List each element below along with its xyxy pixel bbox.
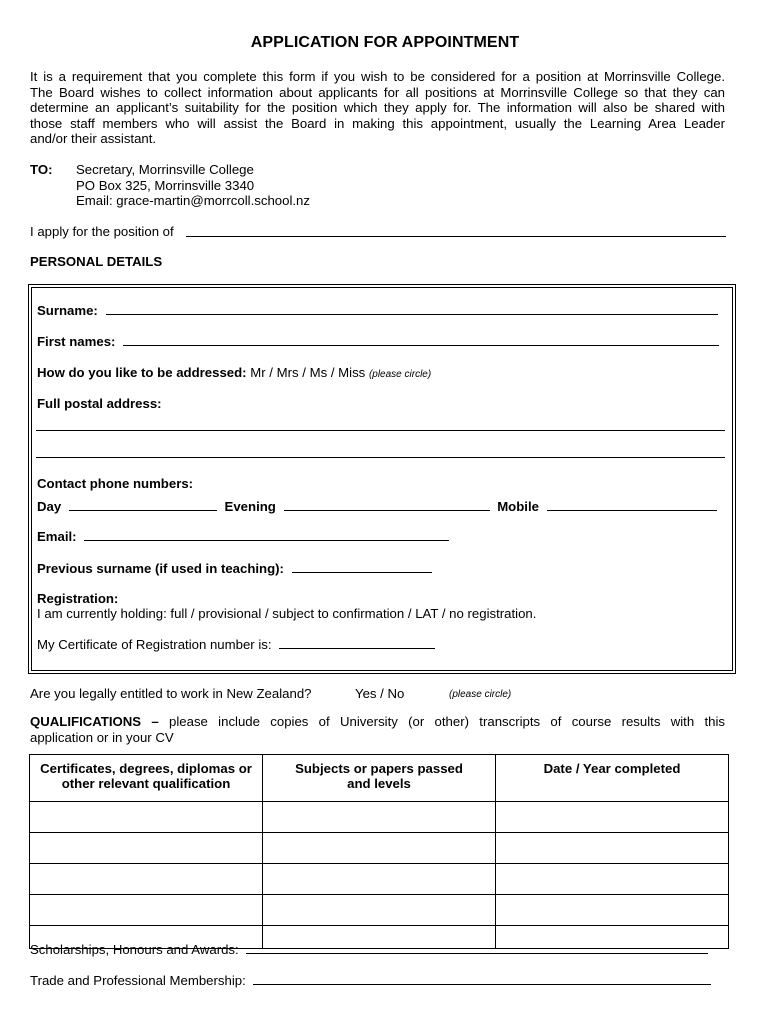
table-cell[interactable] [263, 895, 496, 926]
work-entitlement-options[interactable]: Yes / No [355, 686, 405, 701]
table-cell[interactable] [496, 895, 729, 926]
table-cell[interactable] [496, 864, 729, 895]
position-field[interactable] [186, 236, 726, 237]
email-label: Email: [37, 529, 77, 544]
table-cell[interactable] [263, 864, 496, 895]
surname-field[interactable] [106, 303, 718, 315]
first-names-field[interactable] [123, 334, 719, 346]
work-entitlement-question: Are you legally entitled to work in New Zealand? [30, 686, 312, 701]
page-title: APPLICATION FOR APPOINTMENT [250, 34, 520, 51]
intro-line: It is a requirement that you complete this form if you wish to be considered for a position at Morrinsville College. [30, 69, 725, 84]
table-header-row [30, 755, 729, 802]
table-cell[interactable] [496, 833, 729, 864]
table-cell[interactable] [30, 802, 263, 833]
evening-phone-field[interactable] [284, 499, 490, 511]
registration-label: Registration: [37, 591, 119, 606]
trade-membership-label: Trade and Professional Membership: [30, 973, 246, 988]
table-cell[interactable] [263, 833, 496, 864]
registration-options[interactable]: I am currently holding: full / provisional / subject to confirmation / LAT / no registration. [37, 606, 537, 621]
mobile-phone-field[interactable] [547, 499, 717, 511]
table-cell[interactable] [30, 833, 263, 864]
qualifications-table [29, 754, 729, 949]
address-as-label: How do you like to be addressed: [37, 365, 247, 380]
column-header [263, 755, 496, 802]
postal-address-line-2[interactable] [36, 457, 725, 458]
personal-details-heading: PERSONAL DETAILS [30, 254, 163, 269]
previous-surname-field[interactable] [292, 561, 432, 573]
day-label: Day [37, 499, 62, 514]
mobile-label: Mobile [497, 499, 539, 514]
table-row [30, 833, 729, 864]
column-header-line: Certificates, degrees, diplomas or [40, 761, 252, 776]
table-cell[interactable] [496, 802, 729, 833]
first-names-label: First names: [37, 334, 116, 349]
day-phone-field[interactable] [69, 499, 217, 511]
to-label: TO: [30, 162, 53, 177]
table-cell[interactable] [30, 895, 263, 926]
title-options[interactable]: Mr / Mrs / Ms / Miss [250, 365, 366, 380]
intro-line: and/or their assistant. [30, 131, 157, 147]
phones-label: Contact phone numbers: [37, 476, 194, 491]
table-row [30, 802, 729, 833]
scholarships-field[interactable] [246, 942, 708, 954]
certificate-number-label: My Certificate of Registration number is: [37, 637, 272, 652]
previous-surname-label: Previous surname (if used in teaching): [37, 561, 284, 576]
trade-membership-field[interactable] [253, 973, 711, 985]
column-header-line: Date / Year completed [543, 761, 681, 776]
table-cell[interactable] [263, 802, 496, 833]
qualifications-text-1: please include copies of University (or other) transcripts of course results with this [169, 714, 725, 729]
to-line: PO Box 325, Morrinsville 3340 [76, 177, 255, 193]
to-line: Secretary, Morrinsville College [76, 162, 254, 177]
email-field[interactable] [84, 529, 449, 541]
qualifications-text-2: application or in your CV [30, 729, 174, 745]
postal-address-line-1[interactable] [36, 430, 725, 431]
to-address [76, 162, 310, 209]
table-row [30, 864, 729, 895]
column-header-line: and levels [347, 776, 411, 791]
table-row [30, 895, 729, 926]
column-header [496, 755, 729, 802]
column-header-line: other relevant qualification [61, 776, 231, 791]
apply-label: I apply for the position of [30, 224, 174, 239]
surname-label: Surname: [37, 303, 98, 318]
column-header-line: Subjects or papers passed [295, 761, 463, 776]
circle-note: (please circle) [368, 369, 432, 380]
scholarships-label: Scholarships, Honours and Awards: [30, 942, 239, 957]
table-cell[interactable] [30, 864, 263, 895]
column-header [30, 755, 263, 802]
intro-line: those staff members who will assist the Board in making this appointment, usually the Learning Area Leader [30, 115, 725, 131]
intro-paragraph [30, 69, 725, 147]
qualifications-heading: QUALIFICATIONS – [30, 714, 159, 729]
certificate-number-field[interactable] [279, 637, 435, 649]
intro-line: The Board wishes to collect information about applicants for all positions at Morrinsville College so that they can [30, 84, 725, 100]
evening-label: Evening [224, 499, 276, 514]
postal-address-label: Full postal address: [37, 396, 162, 411]
work-circle-note: (please circle) [449, 689, 512, 700]
to-line: Email: grace-martin@morrcoll.school.nz [76, 193, 310, 208]
intro-line: determine an applicant’s suitability for the position which they apply for. The information will also be shared with [30, 100, 725, 116]
